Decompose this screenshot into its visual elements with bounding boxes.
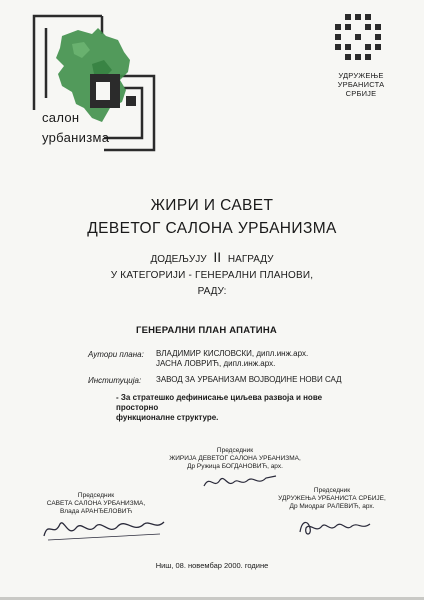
signatory-organization: САВЕТА САЛОНА УРБАНИЗМА,	[46, 500, 146, 507]
plan-name: ГЕНЕРАЛНИ ПЛАН АПАТИНА	[136, 325, 277, 336]
institution-label: Институција:	[88, 376, 142, 385]
project-label: РАДУ:	[197, 286, 227, 297]
association-signatory	[262, 487, 402, 511]
author-name: ВЛАДИМИР КИСЛОВСКИ, дипл.инж.арх.	[156, 349, 309, 358]
award-line	[0, 249, 424, 265]
description-line: - За стратешко дефинисање циљева развоја и нове просторно	[116, 393, 323, 412]
institution-name: ЗАВОД ЗА УРБАНИЗАМ ВОЈВОДИНЕ НОВИ САД	[156, 375, 342, 384]
award-rank: II	[213, 249, 222, 265]
association-label-line: СРБИЈЕ	[345, 89, 377, 98]
authors-label: Аутори плана:	[88, 350, 144, 359]
award-prefix: ДОДЕЉУЈУ	[150, 254, 207, 265]
jury-title: ЖИРИ И САВЕТ	[150, 197, 274, 214]
author-name: ЈАСНА ЛОВРИЋ, дипл.инж.арх.	[156, 359, 276, 368]
association-label-line: УДРУЖЕЊЕ	[338, 71, 384, 80]
signatory-role: Председник	[216, 447, 254, 454]
date-line: Ниш, 08. новембар 2000. године	[155, 561, 269, 570]
council-signature-icon	[40, 514, 170, 544]
association-label	[326, 71, 396, 98]
signatory-organization: ЖИРИЈА ДЕВЕТОГ САЛОНА УРБАНИЗМА,	[169, 455, 301, 462]
award-suffix: НАГРАДУ	[227, 254, 274, 265]
signatory-role: Председник	[313, 487, 351, 494]
association-mark	[326, 12, 396, 98]
signatory-name: Др Миодраг РАЛЕВИЋ, арх.	[289, 503, 375, 510]
logo-text-salon: салон	[42, 110, 80, 125]
association-signature-icon	[296, 514, 376, 540]
signatory-name: Др Ружица БОГДАНОВИЋ, арх.	[187, 463, 283, 470]
signatory-name: Влада АРАНЂЕЛОВИЋ	[59, 508, 133, 515]
award-category: У КАТЕГОРИЈИ - ГЕНЕРАЛНИ ПЛАНОВИ,	[110, 270, 314, 281]
council-signatory	[36, 492, 156, 516]
logo-text-urbanism: урбанизма	[42, 130, 110, 145]
jury-signatory	[150, 447, 320, 471]
award-description	[116, 393, 356, 423]
signatory-organization: УДРУЖЕЊА УРБАНИСТА СРБИЈЕ,	[278, 495, 386, 502]
description-line: функционалне структуре.	[116, 413, 219, 422]
signatory-role: Председник	[77, 492, 115, 499]
association-label-line: УРБАНИСТА	[337, 80, 385, 89]
association-grid-icon	[331, 12, 391, 64]
salon-title: ДЕВЕТОГ САЛОНА УРБАНИЗМА	[87, 220, 337, 237]
salon-urbanism-logo	[32, 14, 162, 156]
